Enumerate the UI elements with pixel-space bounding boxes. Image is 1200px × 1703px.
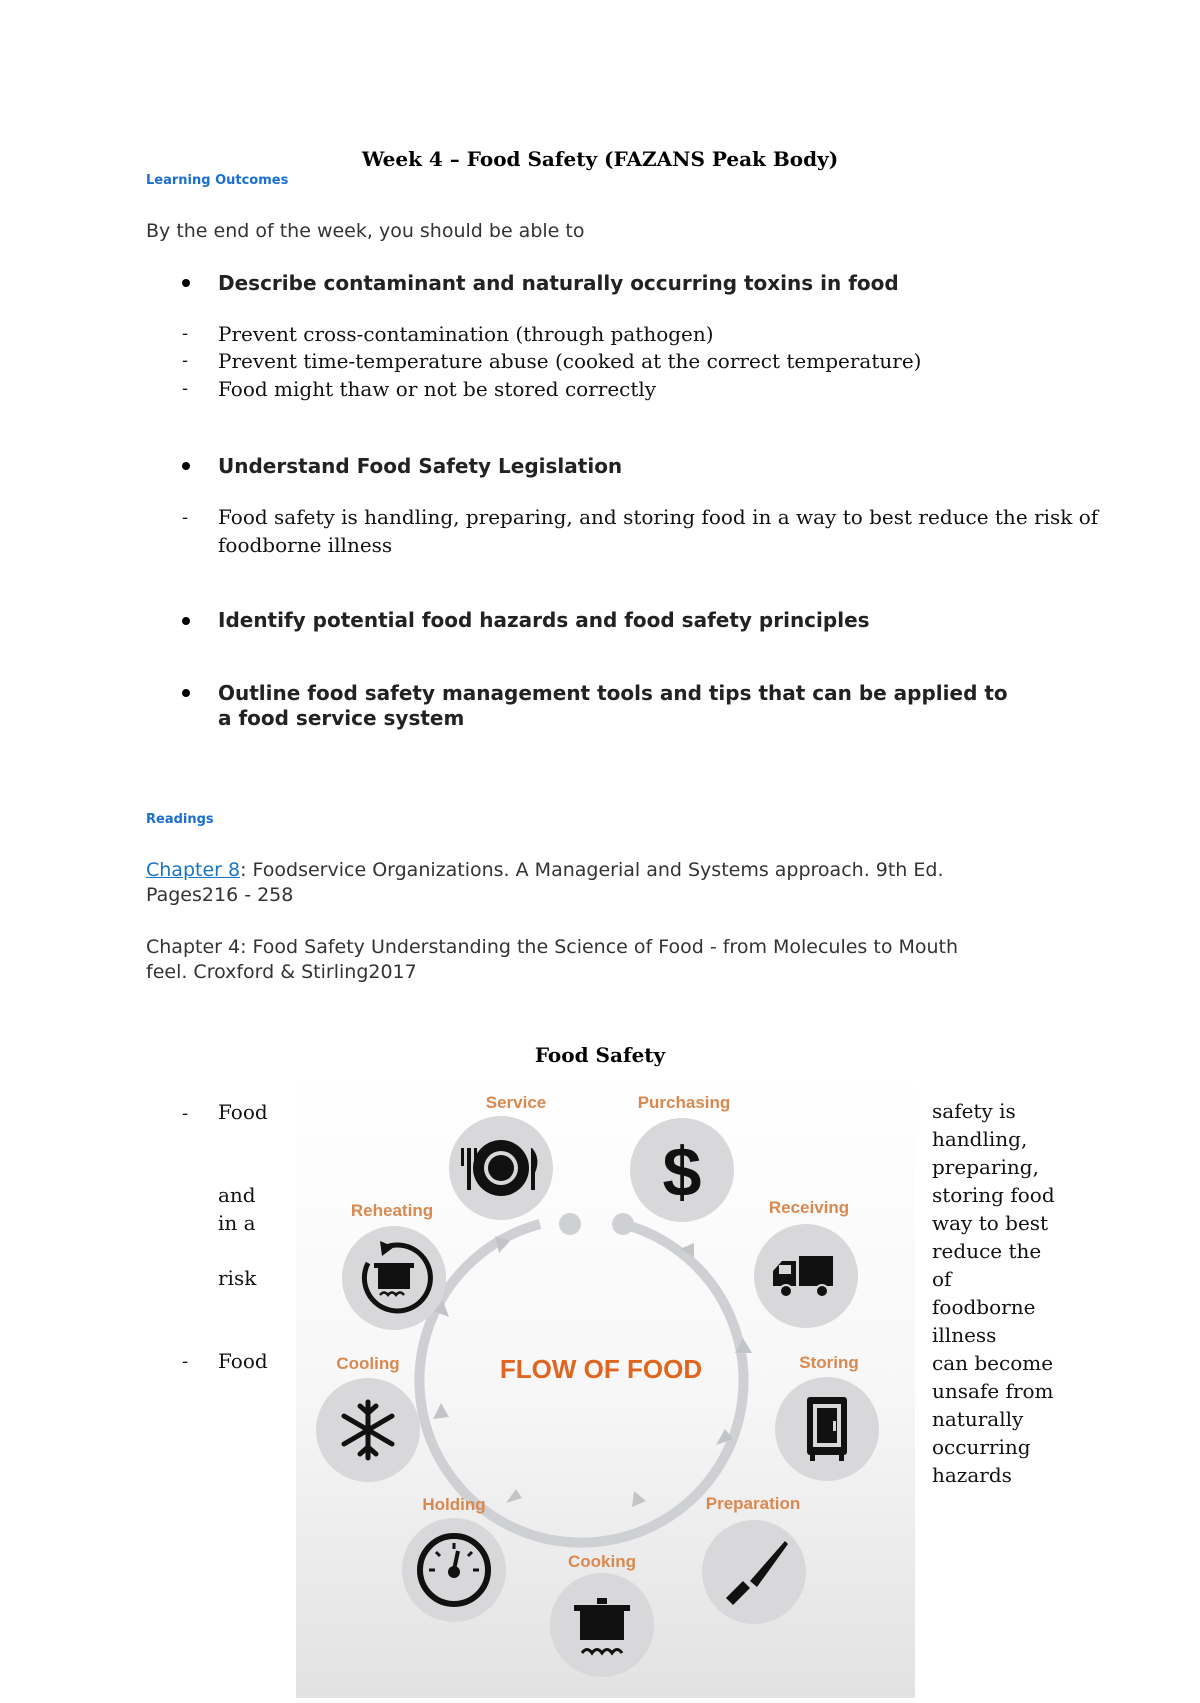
flow-of-food-label: FLOW OF FOOD [499,1354,703,1384]
left-text-ina: in a [218,1211,256,1235]
right-text-line: reduce the [932,1239,1042,1263]
chapter-8-link[interactable]: Chapter 8 [146,859,241,881]
outcome-item: Prevent time-temperature abuse (cooked at the correct temperature) [218,349,922,373]
receiving-label: Receiving [768,1198,850,1217]
right-text-line: way to best [932,1211,1049,1235]
reading-1-cont: Pages216 - 258 [146,884,294,906]
reading-2: Chapter 4: Food Safety Understanding the Science of Food - from Molecules to Mouth [146,936,959,958]
right-text-line: foodborne [932,1295,1036,1319]
left-text-food-2: Food [218,1349,268,1373]
outcome-item-cont: foodborne illness [218,533,393,557]
dash-marker: - [182,323,189,344]
right-text-line: illness [932,1323,997,1347]
flow-of-food-figure [296,1073,915,1698]
right-text-line: handling, [932,1127,1028,1151]
reading-1 [146,859,944,881]
storing-label: Storing [799,1353,859,1372]
purchasing-label: Purchasing [637,1093,731,1112]
right-text-line: hazards [932,1463,1012,1487]
cooking-label: Cooking [568,1552,636,1571]
reading-2-cont: feel. Croxford & Stirling2017 [146,961,417,983]
outcome-bullet-3: Identify potential food hazards and food safety principles [218,608,870,632]
flow-end-dot [612,1213,634,1235]
cooling-label: Cooling [336,1354,400,1373]
preparation-circle [702,1520,806,1624]
flow-of-food-diagram [296,1073,915,1698]
dash-marker: - [182,1103,189,1124]
readings-heading: Readings [146,812,214,827]
right-text-line: of [932,1267,952,1291]
bullet-dot [182,462,190,470]
document-title: Week 4 – Food Safety (FAZANS Peak Body) [361,147,839,171]
dash-marker: - [182,378,189,399]
refrigerator-icon [807,1397,847,1461]
bullet-dot [182,279,190,287]
outcome-bullet-4-cont: a food service system [218,706,465,730]
right-text-line: preparing, [932,1155,1039,1179]
section-title: Food Safety [534,1043,666,1067]
dash-marker: - [182,1351,189,1372]
service-label: Service [485,1093,547,1112]
bullet-dot [182,689,190,697]
left-text-food: Food [218,1100,268,1124]
left-text-and: and [218,1183,256,1207]
dollar-icon: $ [662,1133,702,1211]
outcome-bullet-4: Outline food safety management tools and tips that can be applied to [218,681,1008,705]
right-text-line: occurring [932,1435,1031,1459]
holding-label: Holding [422,1495,486,1514]
outcomes-intro: By the end of the week, you should be able to [146,220,585,242]
outcome-bullet-2: Understand Food Safety Legislation [218,454,623,478]
dash-marker: - [182,507,189,528]
right-text-line: can become [932,1351,1054,1375]
bullet-dot [182,617,190,625]
outcome-item: Prevent cross-contamination (through pathogen) [218,322,714,346]
right-text-line: naturally [932,1407,1024,1431]
reading-1-text: : Foodservice Organizations. A Managerial and Systems approach. 9th Ed. [240,859,944,881]
outcome-item: Food might thaw or not be stored correctly [218,377,657,401]
outcome-bullet-1: Describe contaminant and naturally occurring toxins in food [218,271,899,295]
right-text-column [932,1097,1055,1489]
dash-marker: - [182,350,189,371]
right-text-line: unsafe from [932,1379,1054,1403]
outcome-item: Food safety is handling, preparing, and storing food in a way to best reduce the risk of [218,505,1099,529]
reheating-label: Reheating [350,1201,434,1220]
right-text-line: storing food [932,1183,1055,1207]
learning-outcomes-heading: Learning Outcomes [146,173,289,188]
preparation-label: Preparation [705,1494,801,1513]
right-text-line: safety is [932,1099,1016,1123]
left-text-risk: risk [218,1266,257,1290]
flow-start-dot [559,1213,581,1235]
